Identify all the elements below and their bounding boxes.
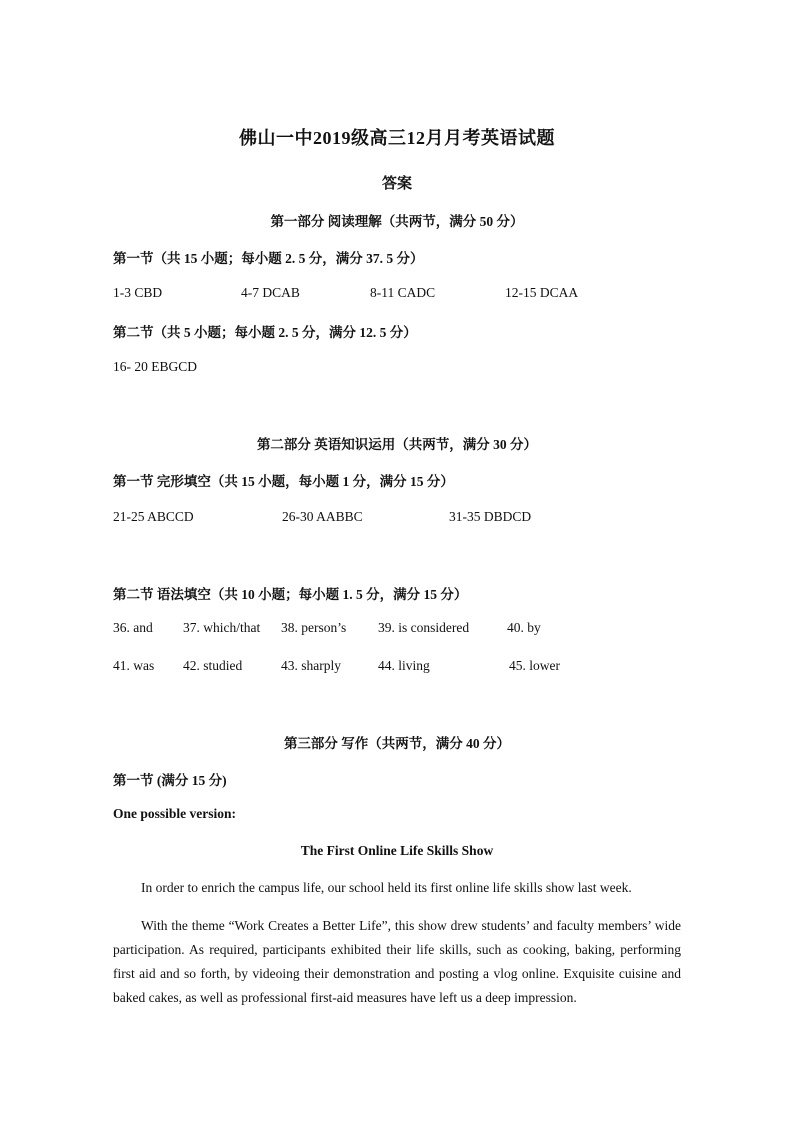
answer-item: 41. was [113,658,155,673]
answer-group: 16- 20 EBGCD [113,359,197,374]
essay-title: The First Online Life Skills Show [300,843,494,858]
answer-item: 44. living [378,658,430,673]
part1-section1-heading: 第一节（共 15 小题；每小题 2. 5 分，满分 37. 5 分） [113,251,424,266]
answer-group: 4-7 DCAB [241,285,300,300]
answer-item: 36. and [113,620,153,635]
part3-heading: 第三部分 写作（共两节，满分 40 分） [283,736,511,751]
version-label: One possible version: [113,806,237,821]
answer-item: 43. sharply [281,658,341,673]
answer-item: 45. lower [509,658,560,673]
answer-group: 26-30 AABBC [282,509,363,524]
answer-item: 42. studied [183,658,243,673]
answer-item: 38. person’s [281,620,347,635]
part1-section2-heading: 第二节（共 5 小题；每小题 2. 5 分，满分 12. 5 分） [113,325,417,340]
answer-group: 8-11 CADC [370,285,436,300]
part1-heading: 第一部分 阅读理解（共两节，满分 50 分） [270,214,524,229]
part3-section1-heading: 第一节 (满分 15 分) [113,773,227,788]
answer-group: 21-25 ABCCD [113,509,194,524]
part2-heading: 第二部分 英语知识运用（共两节，满分 30 分） [256,437,538,452]
answer-item: 40. by [507,620,541,635]
document-title: 佛山一中2019级高三12月月考英语试题 [239,128,555,148]
essay-paragraph: In order to enrich the campus life, our school held its first online life skills show last week. [141,880,632,895]
essay-paragraph: With the theme “Work Creates a Better Life”, this show drew students’ and faculty members’ wide participation. As required, participants exhibited their life skills, such as cooking, baking, performing first aid and so forth, by videoing their demonstration and posting a vlog online. Exquisite cuisine and baked cakes, as well as professional first-aid measures have left us a deep impression. [113,918,681,1005]
answer-item: 39. is considered [378,620,470,635]
document-subtitle: 答案 [381,176,412,192]
answer-group: 12-15 DCAA [505,285,579,300]
answer-group: 31-35 DBDCD [449,509,532,524]
answer-group: 1-3 CBD [113,285,163,300]
part2-section2-heading: 第二节 语法填空（共 10 小题；每小题 1. 5 分，满分 15 分） [113,587,468,602]
answer-item: 37. which/that [183,620,261,635]
part2-section1-heading: 第一节 完形填空（共 15 小题，每小题 1 分，满分 15 分） [113,474,454,489]
